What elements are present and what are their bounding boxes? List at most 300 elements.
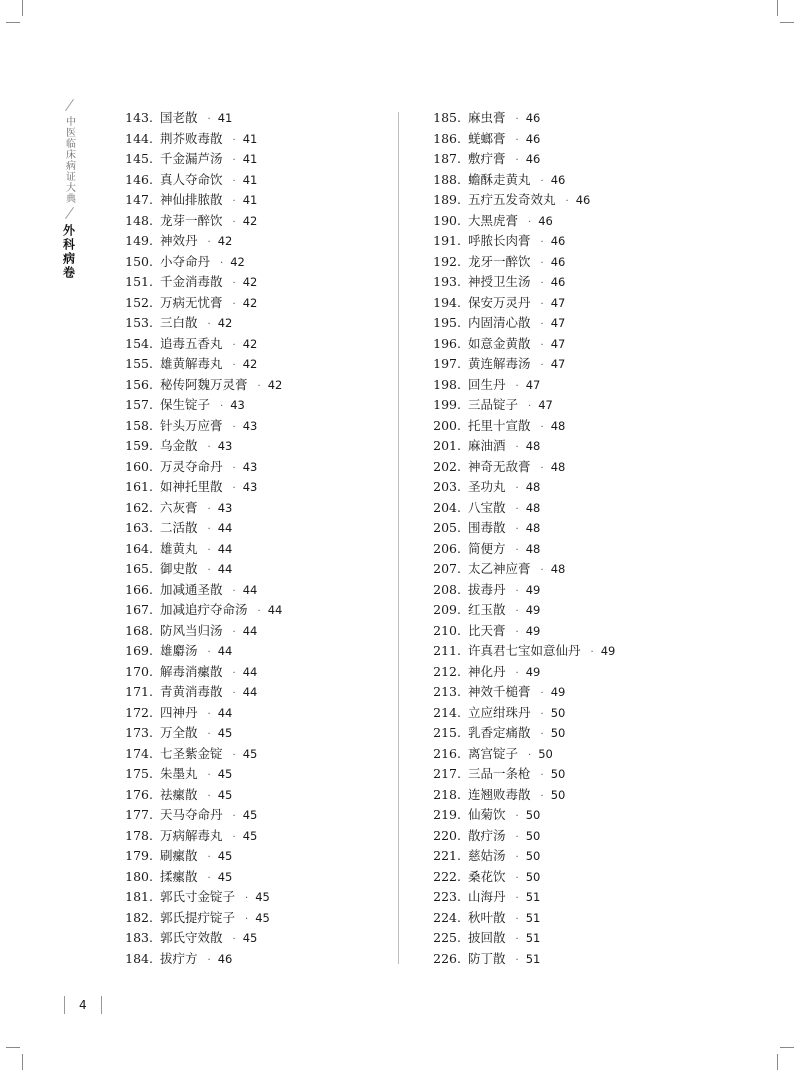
entry-page: 42 [217, 316, 233, 330]
entry-title: 四神丹 [160, 704, 198, 720]
toc-entry [424, 416, 615, 437]
entry-page: 46 [525, 131, 541, 146]
entry-title: 如意金黄散 [468, 335, 531, 351]
entry-title: 二活散 [160, 520, 198, 535]
entry-number: 144. [125, 130, 153, 146]
toc-entry [116, 252, 282, 273]
entry-number: 180. [125, 868, 153, 884]
entry-title: 三白散 [160, 315, 198, 330]
entry-page: 48 [525, 500, 541, 515]
toc-entry [424, 436, 615, 457]
entry-page: 46 [550, 254, 566, 269]
toc-entry [116, 600, 282, 621]
leader-dot: · [540, 421, 544, 433]
toc-entry [116, 641, 282, 662]
entry-page: 46 [525, 111, 541, 125]
entry-title: 回生丹 [468, 376, 506, 392]
entry-title: 雄黄解毒丸 [160, 356, 223, 371]
entry-page: 46 [525, 152, 541, 166]
entry-number: 196. [433, 335, 461, 351]
toc-entry [424, 457, 615, 478]
leader-dot: · [540, 729, 544, 740]
toc-entry [116, 580, 282, 601]
entry-title: 慈姑汤 [468, 848, 506, 863]
column-divider [398, 112, 399, 964]
entry-page: 45 [217, 787, 233, 802]
entry-number: 223. [433, 889, 461, 904]
entry-number: 167. [125, 602, 153, 617]
crop-mark [780, 22, 794, 23]
entry-number: 191. [433, 233, 461, 248]
toc-entry [424, 949, 615, 970]
entry-page: 45 [217, 726, 233, 740]
entry-title: 山海丹 [468, 889, 506, 904]
entry-title: 七圣紫金锭 [160, 745, 223, 761]
entry-title: 散疔汤 [468, 827, 506, 843]
entry-page: 48 [525, 541, 541, 556]
entry-number: 176. [125, 786, 153, 802]
crop-mark [777, 0, 778, 16]
entry-title: 比天膏 [468, 622, 506, 638]
entry-page: 42 [242, 213, 258, 228]
entry-title: 追毒五香丸 [160, 335, 223, 351]
entry-number: 212. [433, 663, 461, 679]
entry-page: 49 [550, 685, 566, 699]
entry-number: 152. [125, 294, 153, 310]
entry-page: 46 [550, 234, 566, 248]
leader-dot: · [207, 565, 211, 576]
toc-entry [424, 580, 615, 601]
entry-number: 170. [125, 663, 153, 679]
toc-entry [116, 826, 282, 847]
leader-dot: · [540, 319, 544, 330]
entry-title: 针头万应膏 [160, 417, 223, 433]
leader-dot: · [232, 421, 236, 433]
leader-dot: · [540, 298, 544, 310]
entry-number: 166. [125, 581, 153, 597]
entry-page: 43 [217, 500, 233, 515]
entry-page: 43 [230, 398, 245, 412]
entry-page: 45 [242, 828, 258, 843]
leader-dot: · [515, 893, 519, 904]
leader-dot: · [207, 544, 211, 556]
entry-page: 44 [242, 623, 258, 638]
entry-title: 蜣螂膏 [468, 130, 506, 146]
entry-number: 209. [433, 602, 461, 617]
leader-dot: · [528, 401, 532, 412]
toc-entry [116, 416, 282, 437]
entry-number: 200. [433, 417, 461, 433]
leader-dot: · [515, 913, 519, 925]
toc-entry [424, 723, 615, 744]
leader-dot: · [232, 831, 236, 843]
entry-number: 186. [433, 130, 461, 146]
volume-title: 外科病卷 [61, 224, 76, 280]
leader-dot: · [232, 688, 236, 699]
leader-dot: · [515, 606, 519, 617]
entry-title: 如神托里散 [160, 479, 223, 494]
entry-title: 乳香定痛散 [468, 725, 531, 740]
leader-dot: · [515, 831, 519, 843]
entry-title: 麻油酒 [468, 438, 506, 453]
toc-entry [424, 559, 615, 580]
entry-title: 八宝散 [468, 499, 506, 515]
leader-dot: · [257, 380, 261, 392]
entry-title: 龙牙一醉饮 [468, 253, 531, 269]
entry-number: 204. [433, 499, 461, 515]
entry-number: 221. [433, 848, 461, 863]
toc-entry [116, 744, 282, 765]
leader-dot: · [232, 196, 236, 207]
entry-number: 215. [433, 725, 461, 740]
entry-number: 177. [125, 807, 153, 822]
entry-page: 44 [242, 664, 258, 679]
entry-page: 46 [575, 193, 591, 207]
entry-title: 神仙排脓散 [160, 192, 223, 207]
entry-number: 178. [125, 827, 153, 843]
entry-page: 51 [525, 890, 541, 904]
leader-dot: · [528, 749, 532, 761]
crop-mark [6, 1047, 20, 1048]
entry-number: 169. [125, 643, 153, 658]
leader-dot: · [232, 462, 236, 474]
entry-title: 太乙神应膏 [468, 561, 531, 576]
entry-number: 225. [433, 930, 461, 945]
entry-title: 乌金散 [160, 438, 198, 453]
entry-page: 41 [217, 111, 233, 125]
leader-dot: · [515, 626, 519, 638]
entry-page: 47 [550, 316, 566, 330]
toc-entry [116, 867, 282, 888]
entry-title: 万灵夺命丹 [160, 458, 223, 474]
toc-entry [424, 785, 615, 806]
leader-dot: · [207, 770, 211, 781]
entry-page: 42 [242, 295, 258, 310]
leader-dot: · [220, 401, 224, 412]
entry-page: 44 [242, 582, 258, 597]
entry-number: 162. [125, 499, 153, 515]
entry-page: 45 [242, 931, 258, 945]
leader-dot: · [540, 565, 544, 576]
toc-entry [116, 395, 282, 416]
toc-entry [116, 928, 282, 949]
toc-entry [116, 846, 282, 867]
toc-entry [424, 395, 615, 416]
leader-dot: · [515, 114, 519, 125]
leader-dot: · [515, 483, 519, 494]
entry-title: 真人夺命饮 [160, 171, 223, 187]
entry-page: 46 [550, 275, 566, 289]
entry-title: 托里十宣散 [468, 417, 531, 433]
entry-page: 45 [217, 869, 233, 884]
toc-entry [424, 313, 615, 334]
leader-dot: · [515, 811, 519, 822]
entry-page: 50 [550, 767, 566, 781]
crop-mark [777, 1054, 778, 1070]
entry-number: 183. [125, 930, 153, 945]
entry-page: 44 [217, 644, 233, 658]
entry-title: 保生锭子 [160, 397, 211, 412]
entry-number: 224. [433, 909, 461, 925]
entry-number: 216. [433, 745, 461, 761]
leader-dot: · [515, 667, 519, 679]
entry-number: 143. [125, 110, 153, 125]
entry-title: 拔疔方 [160, 950, 198, 966]
entry-number: 174. [125, 745, 153, 761]
toc-entry [424, 539, 615, 560]
entry-number: 199. [433, 397, 461, 412]
leader-dot: · [232, 585, 236, 597]
entry-page: 51 [525, 931, 541, 945]
leader-dot: · [565, 196, 569, 207]
entry-number: 189. [433, 192, 461, 207]
entry-number: 172. [125, 704, 153, 720]
entry-page: 41 [242, 152, 258, 166]
leader-dot: · [232, 811, 236, 822]
entry-title: 圣功丸 [468, 479, 506, 494]
entry-page: 48 [525, 521, 541, 535]
entry-number: 211. [433, 643, 461, 658]
entry-page: 45 [217, 849, 233, 863]
leader-dot: · [540, 462, 544, 474]
entry-title: 五疔五发奇效丸 [468, 192, 556, 207]
entry-page: 46 [217, 951, 233, 966]
entry-page: 51 [525, 910, 541, 925]
entry-number: 193. [433, 274, 461, 289]
entry-page: 50 [525, 828, 541, 843]
toc-entry [424, 641, 615, 662]
entry-page: 50 [550, 705, 566, 720]
toc-entry [116, 949, 282, 970]
entry-title: 御史散 [160, 561, 198, 576]
entry-page: 47 [550, 295, 566, 310]
entry-number: 222. [433, 868, 461, 884]
leader-dot: · [540, 257, 544, 269]
entry-page: 50 [525, 869, 541, 884]
toc-entry [424, 518, 615, 539]
entry-title: 千金消毒散 [160, 274, 223, 289]
entry-title: 六灰膏 [160, 499, 198, 515]
toc-entry [116, 231, 282, 252]
toc-entry [116, 805, 282, 826]
entry-page: 48 [550, 459, 566, 474]
entry-page: 45 [255, 890, 270, 904]
toc-entry [116, 129, 282, 150]
entry-title: 神化丹 [468, 663, 506, 679]
entry-title: 大黑虎膏 [468, 212, 519, 228]
entry-page: 48 [525, 480, 541, 494]
entry-number: 220. [433, 827, 461, 843]
entry-number: 194. [433, 294, 461, 310]
leader-dot: · [515, 503, 519, 515]
toc-entry [424, 375, 615, 396]
toc-entry [116, 559, 282, 580]
toc-entry [116, 334, 282, 355]
entry-number: 156. [125, 376, 153, 392]
toc-entry [116, 149, 282, 170]
crop-mark [6, 22, 20, 23]
toc-entry [116, 477, 282, 498]
entry-number: 163. [125, 520, 153, 535]
entry-title: 秋叶散 [468, 909, 506, 925]
entry-title: 神效千槌膏 [468, 684, 531, 699]
entry-title: 离宫锭子 [468, 745, 519, 761]
toc-entry [116, 908, 282, 929]
crop-mark [22, 1054, 23, 1070]
leader-dot: · [540, 175, 544, 187]
entry-page: 51 [525, 951, 541, 966]
page-number: 4 [64, 996, 102, 1014]
toc-entry [424, 867, 615, 888]
leader-dot: · [515, 872, 519, 884]
entry-page: 48 [550, 418, 566, 433]
entry-number: 146. [125, 171, 153, 187]
toc-entry [116, 662, 282, 683]
entry-title: 许真君七宝如意仙丹 [468, 643, 581, 658]
entry-title: 万病解毒丸 [160, 827, 223, 843]
toc-entry [424, 928, 615, 949]
entry-title: 祛瘰散 [160, 786, 198, 802]
entry-number: 184. [125, 950, 153, 966]
entry-title: 雄黄丸 [160, 540, 198, 556]
entry-page: 42 [242, 357, 258, 371]
entry-number: 145. [125, 151, 153, 166]
entry-number: 171. [125, 684, 153, 699]
leader-dot: · [232, 216, 236, 228]
entry-number: 148. [125, 212, 153, 228]
entry-title: 内固清心散 [468, 315, 531, 330]
entry-page: 44 [217, 705, 233, 720]
entry-number: 150. [125, 253, 153, 269]
entry-number: 217. [433, 766, 461, 781]
toc-left-column [116, 108, 282, 969]
toc-entry [116, 785, 282, 806]
toc-entry [116, 313, 282, 334]
entry-page: 50 [550, 787, 566, 802]
leader-dot: · [207, 852, 211, 863]
entry-number: 153. [125, 315, 153, 330]
entry-page: 44 [242, 685, 258, 699]
entry-title: 三品一条枪 [468, 766, 531, 781]
leader-dot: · [245, 893, 249, 904]
leader-dot: · [540, 770, 544, 781]
leader-dot: · [232, 626, 236, 638]
entry-page: 47 [538, 398, 553, 412]
entry-title: 龙芽一醉饮 [160, 212, 223, 228]
toc-entry [116, 272, 282, 293]
entry-title: 朱墨丸 [160, 766, 198, 781]
toc-entry [424, 149, 615, 170]
toc-entry [116, 682, 282, 703]
toc-entry [424, 354, 615, 375]
entry-number: 219. [433, 807, 461, 822]
entry-title: 郭氏寸金锭子 [160, 889, 236, 904]
leader-dot: · [540, 790, 544, 802]
toc-entry [424, 129, 615, 150]
entry-number: 154. [125, 335, 153, 351]
leader-dot: · [232, 339, 236, 351]
entry-page: 42 [230, 254, 245, 269]
running-header [58, 96, 80, 280]
entry-title: 红玉散 [468, 602, 506, 617]
toc-entry [116, 436, 282, 457]
entry-page: 49 [525, 623, 541, 638]
leader-dot: · [207, 729, 211, 740]
leader-dot: · [207, 114, 211, 125]
entry-number: 206. [433, 540, 461, 556]
entry-number: 182. [125, 909, 153, 925]
toc-entry [424, 682, 615, 703]
toc-entry [424, 600, 615, 621]
leader-dot: · [232, 278, 236, 289]
entry-page: 50 [538, 746, 553, 761]
entry-number: 173. [125, 725, 153, 740]
entry-title: 简便方 [468, 540, 506, 556]
leader-dot: · [232, 155, 236, 166]
toc-entry [116, 190, 282, 211]
entry-title: 围毒散 [468, 520, 506, 535]
entry-title: 麻虫膏 [468, 110, 506, 125]
toc-entry [116, 703, 282, 724]
entry-number: 213. [433, 684, 461, 699]
leader-dot: · [540, 278, 544, 289]
entry-number: 151. [125, 274, 153, 289]
entry-title: 防丁散 [468, 950, 506, 966]
toc-entry [424, 170, 615, 191]
entry-title: 立应绀珠丹 [468, 704, 531, 720]
entry-title: 神效丹 [160, 233, 198, 248]
entry-number: 202. [433, 458, 461, 474]
entry-title: 呼脓长肉膏 [468, 233, 531, 248]
leader-dot: · [540, 360, 544, 371]
entry-page: 44 [217, 562, 233, 576]
entry-title: 郭氏守效散 [160, 930, 223, 945]
entry-page: 42 [267, 377, 283, 392]
leader-dot: · [540, 237, 544, 248]
toc-entry [424, 662, 615, 683]
leader-dot: · [540, 708, 544, 720]
leader-dot: · [207, 872, 211, 884]
entry-number: 187. [433, 151, 461, 166]
toc-entry [116, 211, 282, 232]
leader-dot: · [232, 360, 236, 371]
toc-entry [116, 375, 282, 396]
entry-page: 49 [525, 664, 541, 679]
leader-dot: · [257, 606, 261, 617]
entry-number: 168. [125, 622, 153, 638]
entry-number: 157. [125, 397, 153, 412]
leader-dot: · [232, 749, 236, 761]
entry-page: 42 [217, 234, 233, 248]
toc-entry [424, 703, 615, 724]
leader-dot: · [515, 442, 519, 453]
entry-number: 190. [433, 212, 461, 228]
crop-mark [22, 0, 23, 16]
leader-dot: · [207, 442, 211, 453]
leader-dot: · [232, 175, 236, 187]
entry-title: 仙菊饮 [468, 807, 506, 822]
toc-entry [116, 887, 282, 908]
entry-page: 46 [550, 172, 566, 187]
leader-dot: · [515, 380, 519, 392]
entry-title: 防风当归汤 [160, 622, 223, 638]
toc-entry [116, 518, 282, 539]
toc-entry [424, 231, 615, 252]
leader-dot: · [232, 134, 236, 146]
entry-number: 158. [125, 417, 153, 433]
entry-title: 刷瘰散 [160, 848, 198, 863]
toc-right-column [424, 108, 615, 969]
